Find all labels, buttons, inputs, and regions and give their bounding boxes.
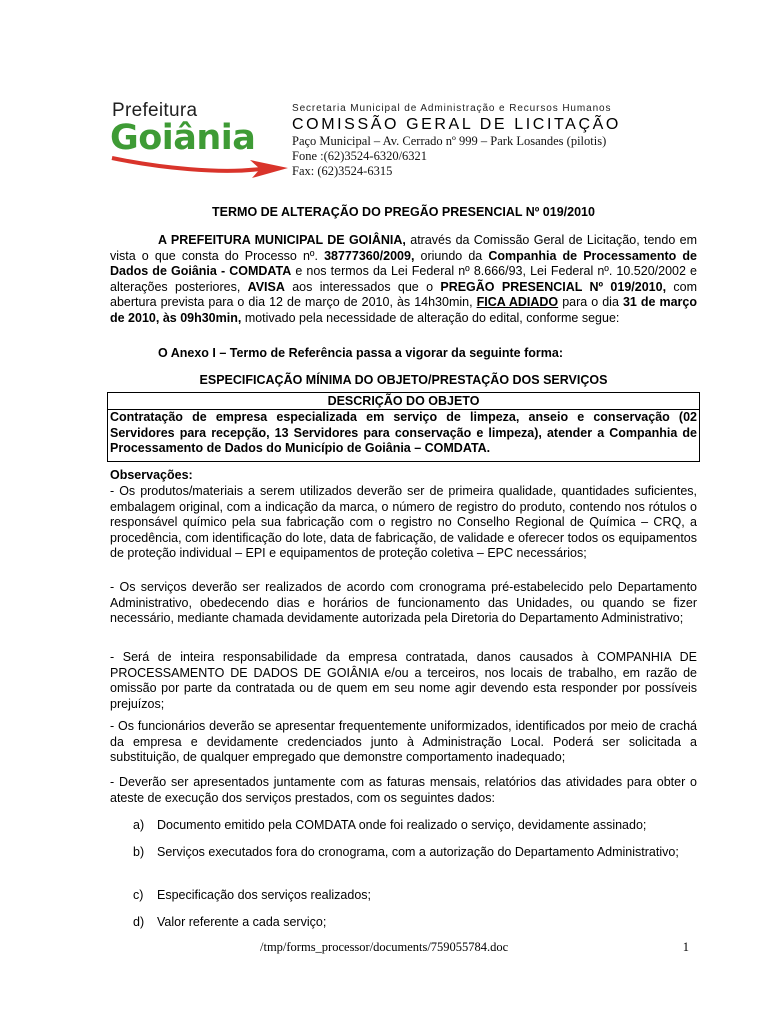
letterhead — [292, 103, 712, 179]
intro-text-4: aos interessados que o — [284, 279, 441, 294]
intro-bold-2: 38777360/2009, — [324, 248, 415, 263]
intro-text-6: para o dia — [558, 295, 623, 310]
intro-bold-6: FICA ADIADO — [476, 295, 559, 310]
intro-text-1: através da Comissão Geral de Licitação, tendo em vista o que consta do Processo nº. — [110, 233, 697, 263]
document-path: /tmp/forms_processor/documents/759055784.doc — [260, 940, 509, 954]
intro-paragraph — [110, 233, 697, 327]
list-text: Especificação dos serviços realizados; — [157, 888, 371, 902]
anexo-line: O Anexo I – Termo de Referência passa a vigorar da seguinte forma: — [158, 346, 563, 360]
observacoes-label: Observações: — [110, 468, 193, 482]
obs-paragraph-2: - Os serviços deverão ser realizados de acordo com cronograma pré-estabelecido pelo Departamento Administrativo, obedecendo dias e horários de funcionamento das Unidades, ou quando se fizer necessário, mediante chamada devidamente autorizada pela Diretoria do Departamento Administrativo; — [110, 580, 697, 626]
secretaria-line: Secretaria Municipal de Administração e Recursos Humanos — [292, 103, 612, 114]
list-letter: d) — [133, 915, 145, 929]
list-letter: c) — [133, 888, 144, 902]
list-item — [133, 818, 698, 834]
intro-text-7: motivado pela necessidade de alteração do edital, conforme segue: — [241, 310, 620, 325]
prefeitura-goiania-logo — [110, 100, 290, 182]
list-item — [133, 888, 698, 904]
intro-bold-5: PREGÃO PRESENCIAL Nº 019/2010, — [440, 279, 667, 294]
page-number: 1 — [682, 940, 689, 954]
list-item — [133, 845, 698, 861]
list-letter: b) — [133, 845, 145, 859]
logo-swoosh-icon — [110, 154, 290, 180]
phone-line: Fone :(62)3524-6320/6321 — [292, 149, 428, 163]
obs-paragraph-4: - Os funcionários deverão se apresentar frequentemente uniformizados, identificados por meio de crachá da empresa e devidamente credenciados junto à Administração Local. Poderá ser solicitada a substituição, de qualquer empregado que demonstre comportamento inadequado; — [110, 719, 697, 765]
logo-line1: Prefeitura — [112, 100, 198, 121]
spec-title: ESPECIFICAÇÃO MÍNIMA DO OBJETO/PRESTAÇÃO DOS SERVIÇOS — [199, 373, 608, 387]
comissao-line: COMISSÃO GERAL DE LICITAÇÃO — [292, 116, 621, 133]
intro-text-3: e nos termos da Lei Federal nº 8.666/93, Lei Federal nº. 10.520/2002 e alterações posteriores, — [110, 264, 697, 294]
obs-paragraph-3: - Será de inteira responsabilidade da empresa contratada, danos causados à COMPANHIA DE PROCESSAMENTO DE DADOS DE GOIÂNIA e/ou a terceiros, nos locais de trabalho, em razão de omissão por parte da contratada ou de quem em seu nome agir devendo esta responder por possíveis prejuízos; — [110, 650, 697, 711]
table-cell: Contratação de empresa especializada em serviço de limpeza, anseio e conservação (02 Servidores para recepção, 13 Servidores para conservação e limpeza), atender a Companhia de Processamento de Dados do Município de Goiânia – COMDATA. — [110, 410, 697, 456]
list-letter: a) — [133, 818, 145, 832]
fax-line: Fax: (62)3524-6315 — [292, 164, 393, 178]
intro-bold-7: 31 de março de 2010, às 09h30min, — [110, 295, 697, 325]
object-description-table — [107, 392, 700, 462]
list-text: Valor referente a cada serviço; — [157, 915, 327, 929]
list-text: Documento emitido pela COMDATA onde foi realizado o serviço, devidamente assinado; — [157, 818, 647, 832]
intro-bold-3: Companhia de Processamento de Dados de Goiânia - COMDATA — [110, 248, 697, 279]
intro-text-2: oriundo da — [414, 248, 489, 263]
intro-bold-1: A PREFEITURA MUNICIPAL DE GOIÂNIA, — [158, 233, 406, 247]
obs-paragraph-1: - Os produtos/materiais a serem utilizados deverão ser de primeira qualidade, quantidades suficientes, embalagem original, com a indicação da marca, o número de registro do produto, contendo nos rótulos o responsável químico pela sua fabricação com o registro no Conselho Regional de Química – CRQ, a procedência, com identificação do lote, data de fabricação, de validade e oferecer todos os equipamentos de proteção individual – EPI e equipamentos de proteção coletiva – EPC necessários; — [110, 484, 697, 561]
list-item — [133, 915, 698, 931]
logo-line2: Goiânia — [110, 118, 256, 158]
intro-bold-4: AVISA — [247, 279, 285, 294]
obs-paragraph-5: - Deverão ser apresentados juntamente com as faturas mensais, relatórios das atividades para obter o ateste de execução dos serviços prestados, com os seguintes dados: — [110, 775, 697, 805]
intro-text-5: com abertura prevista para o dia 12 de março de 2010, às 14h30min, — [110, 279, 697, 310]
table-header: DESCRIÇÃO DO OBJETO — [108, 393, 699, 410]
address-line: Paço Municipal – Av. Cerrado nº 999 – Park Losandes (pilotis) — [292, 134, 607, 148]
document-title: TERMO DE ALTERAÇÃO DO PREGÃO PRESENCIAL Nº 019/2010 — [212, 205, 595, 219]
list-text: Serviços executados fora do cronograma, com a autorização do Departamento Administrativo; — [157, 845, 679, 859]
